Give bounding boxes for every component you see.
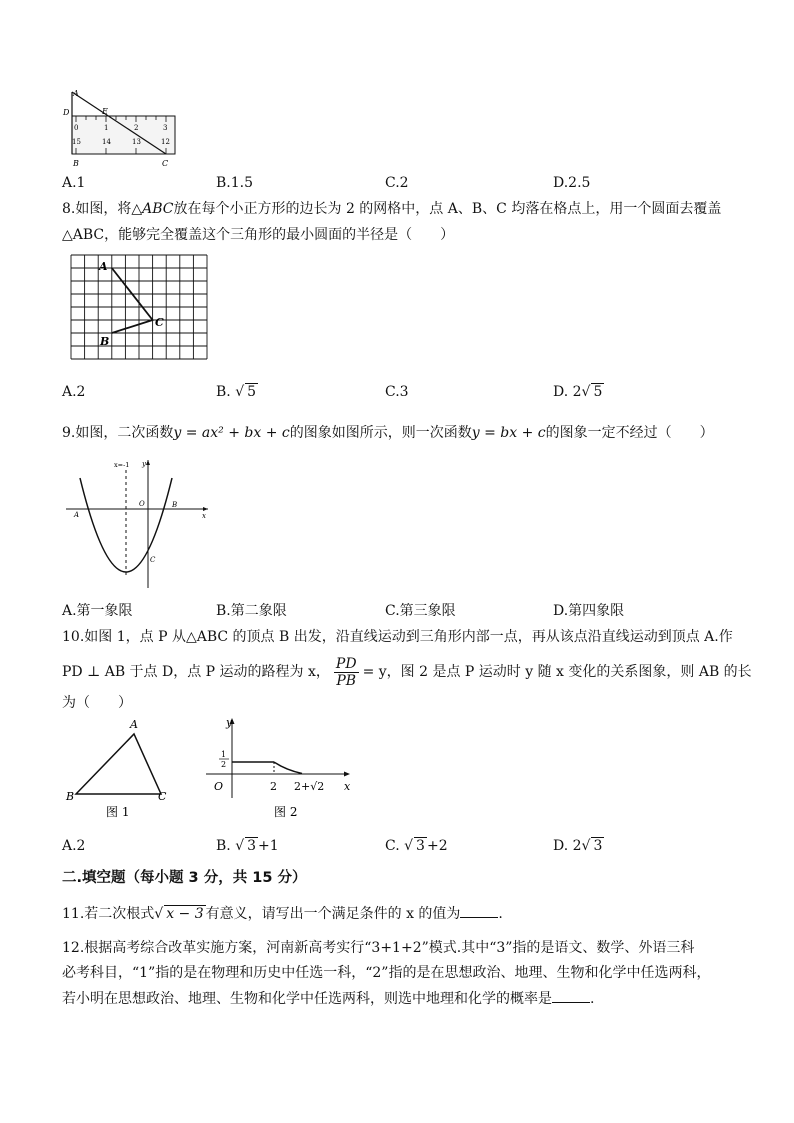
q9-stem-prefix: 9.如图，二次函数 — [62, 425, 174, 441]
q10-option-a[interactable]: A.2 — [62, 838, 86, 854]
q8-stem-line2: △ABC，能够完全覆盖这个三角形的最小圆面的半径是（ ） — [62, 227, 455, 243]
q9-y-label: y — [142, 460, 146, 468]
q8-option-b-radicand: 5 — [247, 384, 257, 400]
q9-x-label: x — [202, 512, 206, 520]
q7-bottom-2: 13 — [132, 138, 141, 146]
q11-radicand: x − 3 — [166, 906, 204, 922]
q8-stem-line1 — [62, 199, 721, 219]
q10-fig1-a: A — [130, 718, 138, 731]
q10-option-b-radicand: 3 — [247, 838, 257, 854]
q10-fraction — [334, 656, 359, 689]
q12-stem-line1: 12.根据高考综合改革实施方案，河南新高考实行“3+1+2”模式.其中“3”指的是语文、数学、外语三科 — [62, 940, 695, 956]
q8-option-d[interactable]: D. 2√ 5 — [553, 384, 603, 400]
q9-stem — [62, 423, 714, 443]
q7-option-b[interactable]: B.1.5 — [216, 175, 254, 191]
q8-option-c[interactable]: C.3 — [385, 384, 409, 400]
q7-option-d[interactable]: D.2.5 — [553, 175, 591, 191]
q10-fig2-y: y — [226, 716, 233, 729]
q10-fig2-half-den: 2 — [221, 760, 227, 769]
q10-figure-2 — [198, 712, 363, 822]
q10-fig2-caption: 图 2 — [274, 805, 298, 819]
q10-fig2-tick-2: 2 — [270, 780, 277, 793]
q8-triangle: △ABC — [131, 201, 174, 217]
q9-option-d[interactable]: D.第四象限 — [553, 603, 625, 619]
q8-grid-figure — [68, 252, 210, 364]
q10-option-d[interactable]: D. 2√ 3 — [553, 838, 603, 854]
q11-stem: 11.若二次根式√ x − 3 有意义，请写出一个满足条件的 x 的值为 . — [62, 903, 503, 924]
q8-stem-rest: 放在每个小正方形的边长为 2 的网格中，点 A、B、C 均落在格点上，用一个圆面去覆盖 — [173, 201, 722, 217]
q10-figure-1 — [62, 712, 182, 822]
q10-fig2-half-num: 1 — [221, 750, 227, 759]
q11-stem-prefix: 11.若二次根式 — [62, 906, 155, 922]
q7-ruler-figure — [62, 88, 182, 170]
q10-option-b[interactable]: B. √ 3 +1 — [216, 838, 279, 854]
q10-stem-line2-suffix: = y，图 2 是点 P 运动时 y 随 x 变化的关系图象，则 AB 的长 — [362, 664, 752, 680]
q7-label-e: E — [102, 107, 108, 116]
q12-stem-end: . — [590, 991, 595, 1007]
q8-option-d-radicand: 5 — [593, 384, 603, 400]
q7-top-3: 3 — [163, 124, 168, 132]
q10-fig1-c: C — [158, 790, 167, 803]
q10-fig2-x: x — [344, 780, 351, 793]
q10-fig2-origin: O — [214, 780, 224, 793]
q10-stem-line1: 10.如图 1，点 P 从△ABC 的顶点 B 出发，沿直线运动到三角形内部一点，再从该点沿直线运动到顶点 A.作 — [62, 629, 733, 645]
q12-stem-line3-text: 若小明在思想政治、地理、生物和化学中任选两科，则选中地理和化学的概率是 — [62, 991, 552, 1007]
q10-fig2-tick-end: 2+√2 — [294, 780, 325, 793]
q9-option-a[interactable]: A.第一象限 — [62, 603, 133, 619]
q10-stem-line3: 为（ ） — [62, 695, 132, 711]
q10-option-c-prefix: C. — [385, 838, 405, 854]
q9-linear: y = bx + c — [471, 425, 546, 441]
q7-option-a[interactable]: A.1 — [62, 175, 86, 191]
q10-option-c-radicand: 3 — [416, 838, 425, 854]
q11-stem-end: . — [498, 906, 503, 922]
q10-option-b-suffix: +1 — [258, 838, 279, 854]
q10-option-d-radicand: 3 — [593, 838, 603, 854]
q7-option-c[interactable]: C.2 — [385, 175, 409, 191]
q9-stem-mid: 的图象如图所示，则一次函数 — [289, 425, 472, 441]
q9-axis-label: x=-1 — [114, 461, 130, 469]
q9-a-label: A — [74, 511, 80, 519]
q9-quadratic: y = ax² + bx + c — [173, 425, 290, 441]
q10-option-c[interactable]: C. √ 3 +2 — [385, 838, 448, 854]
q10-fraction-numerator: PD — [335, 655, 357, 672]
q9-parabola-figure — [62, 456, 212, 590]
q8-option-a[interactable]: A.2 — [62, 384, 86, 400]
q8-option-b-prefix: B. — [216, 384, 236, 400]
q9-stem-end: 的图象一定不经过（ ） — [545, 425, 714, 441]
q7-label-b: B — [73, 159, 79, 168]
q7-bottom-3: 12 — [161, 138, 170, 146]
q11-answer-blank[interactable] — [460, 903, 498, 918]
q8-label-a: A — [99, 260, 108, 273]
q9-origin-label: O — [139, 500, 145, 508]
q10-stem-line2-prefix: PD ⊥ AB 于点 D，点 P 运动的路程为 x， — [62, 664, 330, 680]
q10-stem-line2 — [62, 652, 752, 692]
q10-option-b-prefix: B. — [216, 838, 236, 854]
q7-label-a: A — [73, 89, 79, 98]
q10-option-c-suffix: +2 — [426, 838, 448, 854]
q8-option-d-prefix: D. 2 — [553, 384, 582, 400]
q12-stem-line2: 必考科目，“1”指的是在物理和历史中任选一科，“2”指的是在思想政治、地理、生物和化学中任选两科， — [62, 965, 711, 981]
q10-fig1-b: B — [66, 790, 75, 803]
q9-c-label: C — [150, 556, 156, 564]
q11-stem-rest: 有意义，请写出一个满足条件的 x 的值为 — [205, 906, 461, 922]
q10-fraction-denominator: PB — [336, 672, 357, 689]
q7-top-0: 0 — [74, 124, 79, 132]
q7-bottom-1: 14 — [102, 138, 111, 146]
q8-label-c: C — [155, 316, 164, 329]
section-2-heading: 二.填空题（每小题 3 分，共 15 分） — [62, 870, 307, 886]
q8-option-b[interactable]: B. √ 5 — [216, 384, 257, 400]
q12-answer-blank[interactable] — [552, 988, 590, 1003]
q7-label-d: D — [63, 108, 70, 117]
q7-bottom-0: 15 — [72, 138, 81, 146]
q7-top-2: 2 — [134, 124, 139, 132]
q7-label-c: C — [162, 159, 169, 168]
q9-option-b[interactable]: B.第二象限 — [216, 603, 287, 619]
q9-option-c[interactable]: C.第三象限 — [385, 603, 456, 619]
q12-stem-line3 — [62, 988, 594, 1009]
q9-b-label: B — [172, 501, 178, 509]
q7-top-1: 1 — [104, 124, 109, 132]
q10-option-d-prefix: D. 2 — [553, 838, 582, 854]
q8-stem-prefix: 8.如图，将 — [62, 201, 132, 217]
q10-fig1-caption: 图 1 — [106, 805, 130, 819]
q8-label-b: B — [100, 335, 110, 348]
